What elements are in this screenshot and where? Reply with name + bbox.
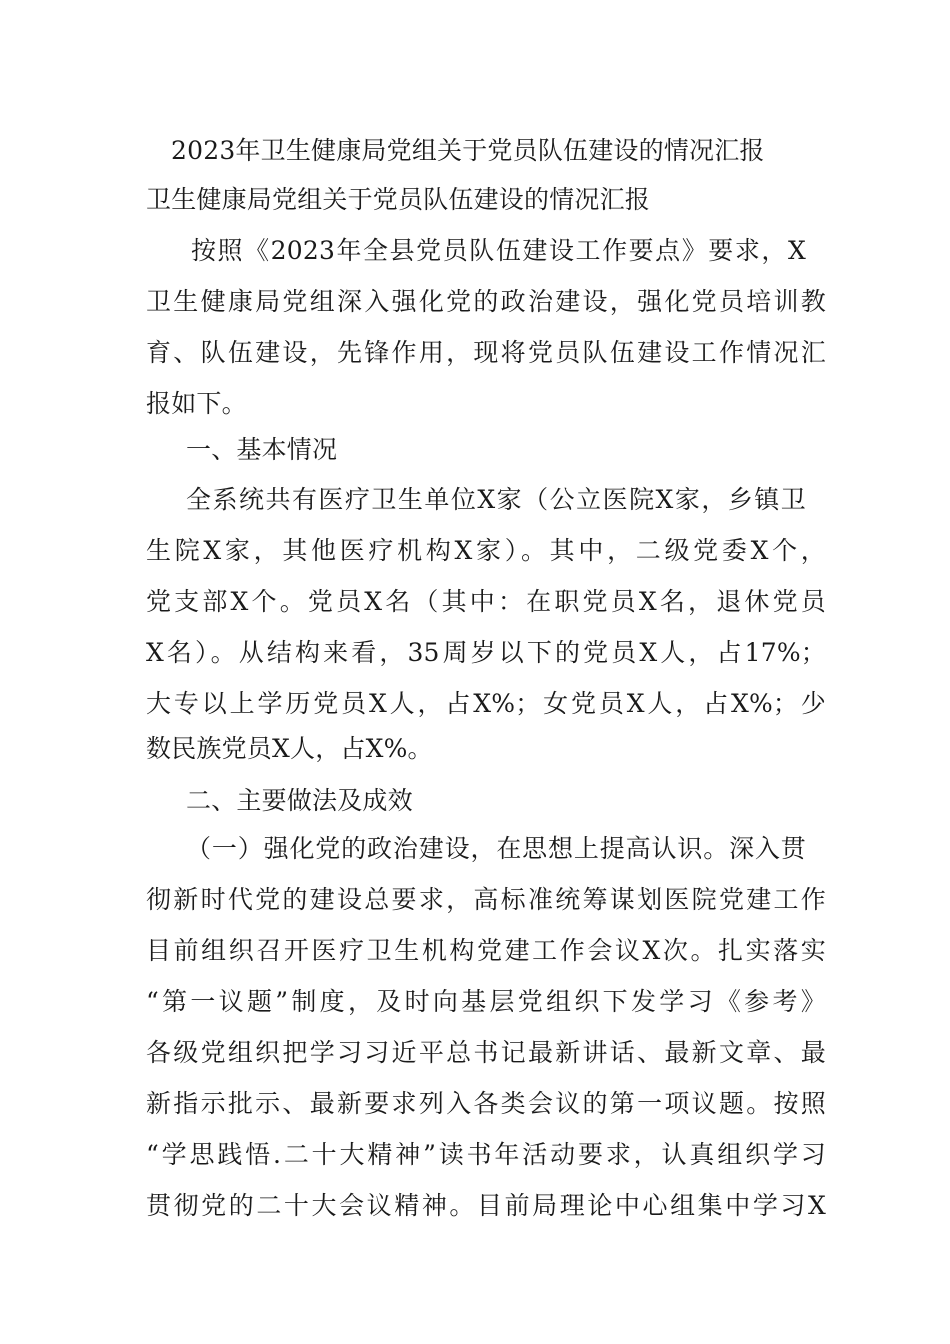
paragraph-line: “第一议题”制度，及时向基层党组织下发学习《参考》 <box>146 987 826 1016</box>
paragraph-line: 育、队伍建设，先锋作用，现将党员队伍建设工作情况汇 <box>146 338 826 367</box>
paragraph-line: X名）。从结构来看，35周岁以下的党员X人，占17%； <box>146 638 826 667</box>
paragraph-line: 报如下。 <box>146 389 247 418</box>
paragraph-line: 大专以上学历党员X人，占X%；女党员X人，占X%；少 <box>146 689 826 718</box>
paragraph-line: 全系统共有医疗卫生单位X家（公立医院X家，乡镇卫 <box>186 485 806 514</box>
paragraph-line: 按照《2023年全县党员队伍建设工作要点》要求，X <box>191 236 806 265</box>
section-heading: 一、基本情况 <box>186 435 338 464</box>
paragraph-line: 数民族党员X人，占X%。 <box>146 734 433 763</box>
paragraph-line: （一）强化党的政治建设，在思想上提高认识。深入贯 <box>186 834 806 863</box>
paragraph-line: 生院X家，其他医疗机构X家）。其中，二级党委X个， <box>146 536 826 565</box>
paragraph-line: 党支部X个。党员X名（其中：在职党员X名，退休党员 <box>146 587 826 616</box>
paragraph-line: 贯彻党的二十大会议精神。目前局理论中心组集中学习X <box>146 1191 826 1220</box>
document-subtitle: 卫生健康局党组关于党员队伍建设的情况汇报 <box>146 185 651 214</box>
section-heading: 二、主要做法及成效 <box>186 786 413 815</box>
paragraph-line: “学思践悟.二十大精神”读书年活动要求，认真组织学习 <box>146 1140 826 1169</box>
document-title: 2023年卫生健康局党组关于党员队伍建设的情况汇报 <box>171 136 765 165</box>
paragraph-line: 新指示批示、最新要求列入各类会议的第一项议题。按照 <box>146 1089 826 1118</box>
paragraph-line: 各级党组织把学习习近平总书记最新讲话、最新文章、最 <box>146 1038 826 1067</box>
paragraph-line: 彻新时代党的建设总要求，高标准统筹谋划医院党建工作 <box>146 885 826 914</box>
paragraph-line: 目前组织召开医疗卫生机构党建工作会议X次。扎实落实 <box>146 936 826 965</box>
paragraph-line: 卫生健康局党组深入强化党的政治建设，强化党员培训教 <box>146 287 826 316</box>
